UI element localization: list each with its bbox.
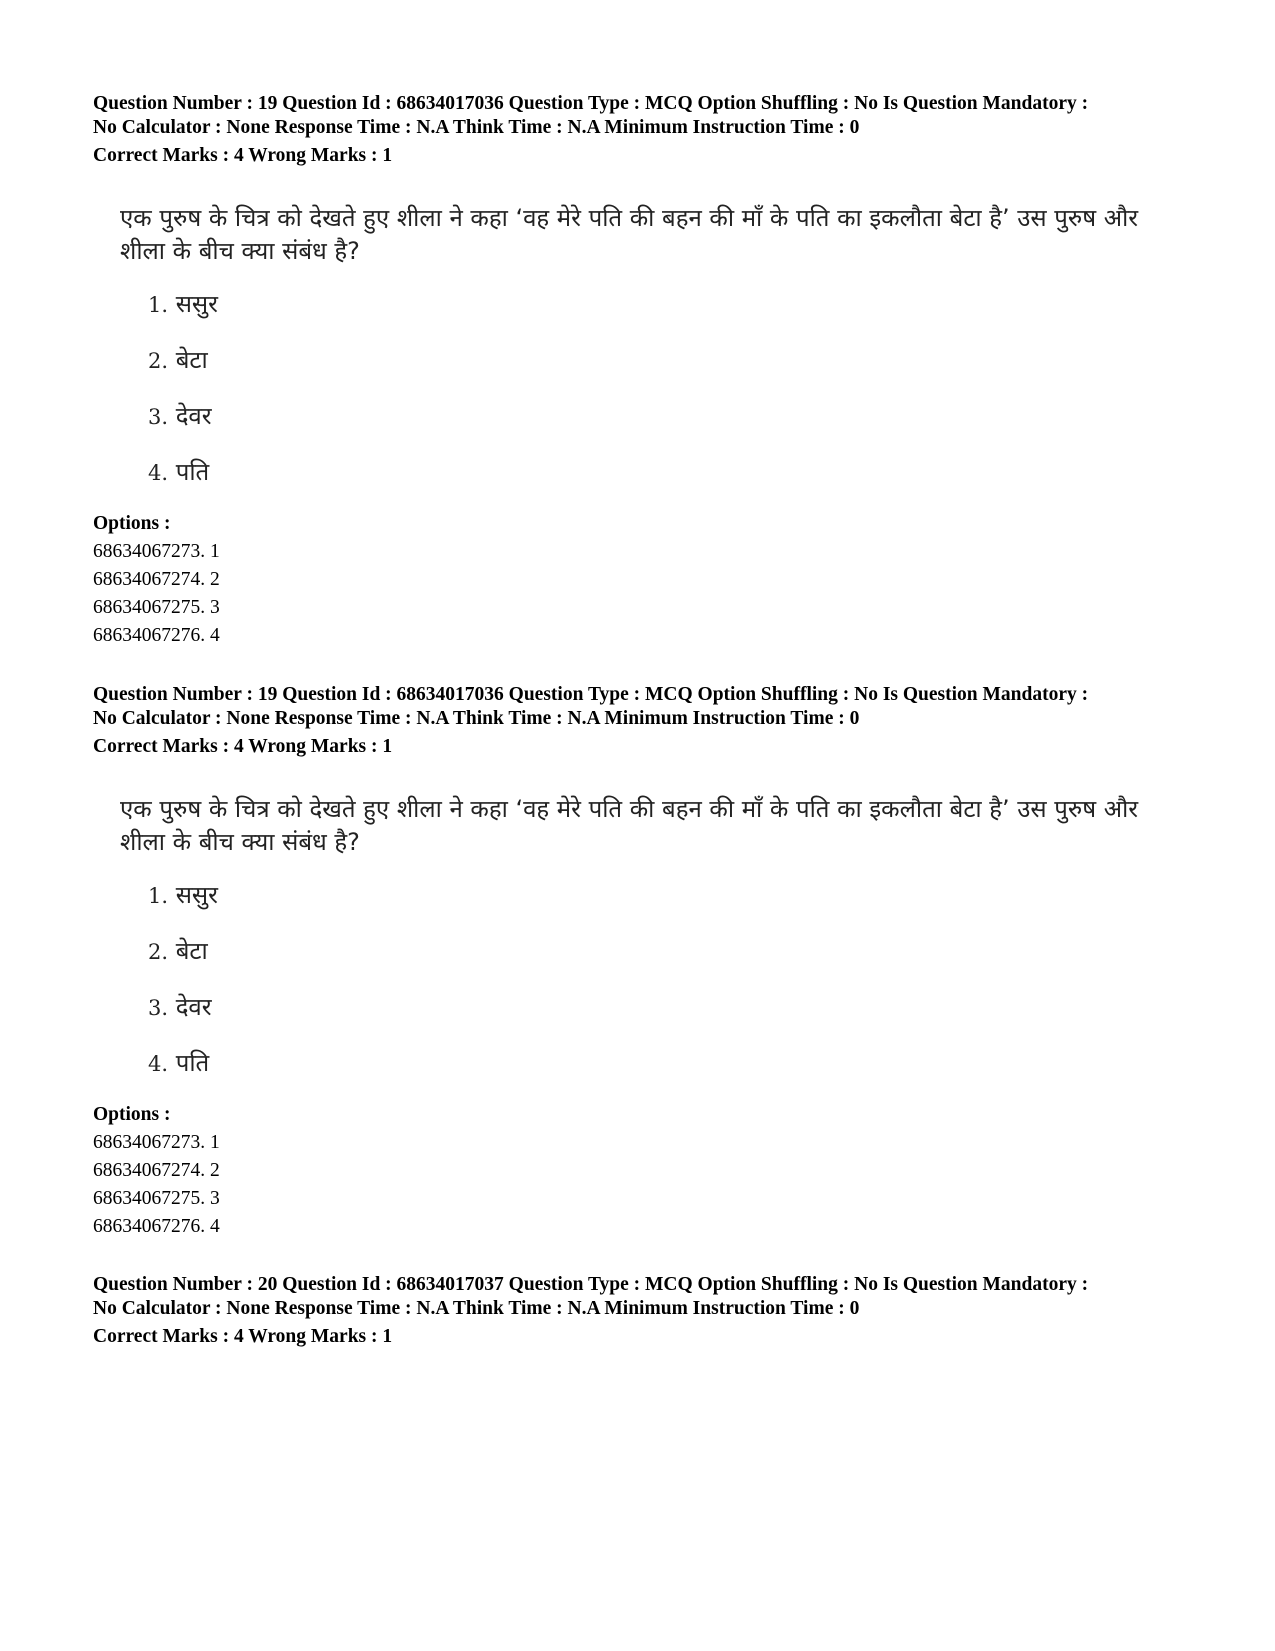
choice-item bbox=[148, 289, 218, 320]
question-meta-line: Question Number : 20 Question Id : 68634017037 Question Type : MCQ Option Shuffling : No Is Question Mandatory : bbox=[93, 1274, 1089, 1295]
question-block bbox=[93, 1273, 1203, 1349]
question-text-line: एक पुरुष के चित्र को देखते हुए शीला ने कहा ‘वह मेरे पति की बहन की माँ के पति का इकलौता बेटा है’ उस पुरुष और bbox=[120, 204, 1139, 232]
choice-number: 1. bbox=[148, 293, 169, 317]
choice-item bbox=[148, 1048, 209, 1079]
choice-text: देवर bbox=[175, 993, 212, 1021]
choice-item bbox=[148, 936, 208, 967]
option-row: 68634067276. 4 bbox=[93, 625, 220, 646]
choice-text: बेटा bbox=[175, 937, 208, 965]
choice-text: देवर bbox=[175, 402, 212, 430]
question-text-line: शीला के बीच क्या संबंध है? bbox=[120, 237, 360, 265]
choice-text: बेटा bbox=[175, 346, 208, 374]
options-label: Options : bbox=[93, 513, 171, 534]
choice-item bbox=[148, 880, 218, 911]
marks-line: Correct Marks : 4 Wrong Marks : 1 bbox=[93, 145, 393, 166]
choice-text: ससुर bbox=[175, 290, 218, 318]
choice-text: ससुर bbox=[175, 881, 218, 909]
choice-number: 1. bbox=[148, 884, 169, 908]
option-row: 68634067275. 3 bbox=[93, 1188, 220, 1209]
question-text-line: एक पुरुष के चित्र को देखते हुए शीला ने कहा ‘वह मेरे पति की बहन की माँ के पति का इकलौता बेटा है’ उस पुरुष और bbox=[120, 795, 1139, 823]
question-meta-line: Question Number : 19 Question Id : 68634017036 Question Type : MCQ Option Shuffling : No Is Question Mandatory : bbox=[93, 93, 1089, 114]
choice-item bbox=[148, 457, 209, 488]
choice-item bbox=[148, 401, 212, 432]
choice-number: 2. bbox=[148, 940, 169, 964]
question-meta-line: No Calculator : None Response Time : N.A Think Time : N.A Minimum Instruction Time : 0 bbox=[93, 117, 860, 138]
option-row: 68634067275. 3 bbox=[93, 597, 220, 618]
marks-line: Correct Marks : 4 Wrong Marks : 1 bbox=[93, 1326, 393, 1347]
choice-item bbox=[148, 345, 208, 376]
question-meta-line: Question Number : 19 Question Id : 68634017036 Question Type : MCQ Option Shuffling : No Is Question Mandatory : bbox=[93, 684, 1089, 705]
options-label: Options : bbox=[93, 1104, 171, 1125]
option-row: 68634067273. 1 bbox=[93, 541, 220, 562]
option-row: 68634067273. 1 bbox=[93, 1132, 220, 1153]
question-block bbox=[93, 683, 1203, 1237]
choice-item bbox=[148, 992, 212, 1023]
choice-number: 3. bbox=[148, 405, 169, 429]
choice-text: पति bbox=[175, 458, 210, 486]
choice-number: 4. bbox=[148, 1052, 169, 1076]
choice-number: 4. bbox=[148, 461, 169, 485]
option-row: 68634067276. 4 bbox=[93, 1216, 220, 1237]
question-block bbox=[93, 92, 1203, 646]
question-text bbox=[120, 202, 1190, 268]
choice-number: 3. bbox=[148, 996, 169, 1020]
question-meta-line: No Calculator : None Response Time : N.A Think Time : N.A Minimum Instruction Time : 0 bbox=[93, 708, 860, 729]
question-text-line: शीला के बीच क्या संबंध है? bbox=[120, 828, 360, 856]
choice-number: 2. bbox=[148, 349, 169, 373]
option-row: 68634067274. 2 bbox=[93, 1160, 220, 1181]
marks-line: Correct Marks : 4 Wrong Marks : 1 bbox=[93, 736, 393, 757]
question-text bbox=[120, 793, 1190, 859]
choice-text: पति bbox=[175, 1049, 210, 1077]
option-row: 68634067274. 2 bbox=[93, 569, 220, 590]
question-meta-line: No Calculator : None Response Time : N.A Think Time : N.A Minimum Instruction Time : 0 bbox=[93, 1298, 860, 1319]
